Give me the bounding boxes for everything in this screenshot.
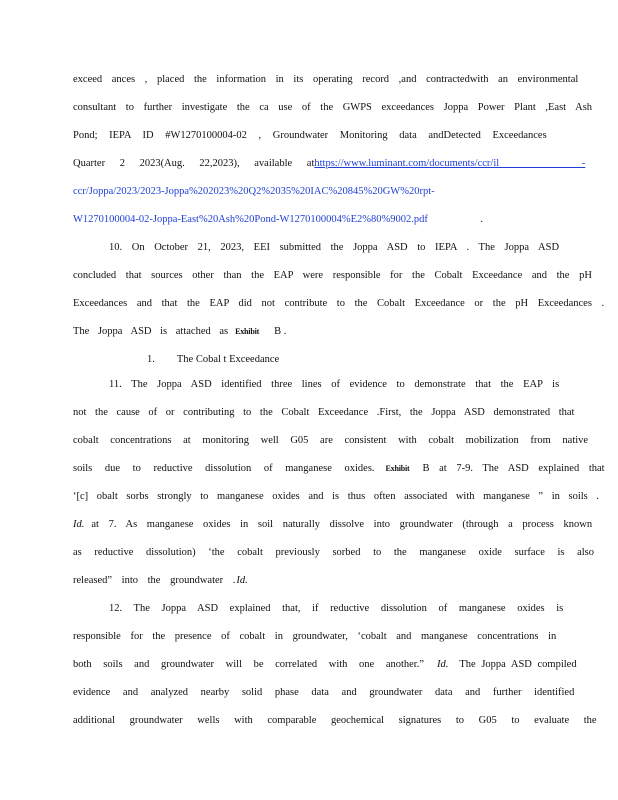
paragraph-text: cobalt concentrations at monitoring well G05 are consistent with cobalt mobilization from native [73, 435, 589, 446]
text-line [73, 518, 593, 532]
text-line [73, 129, 547, 143]
text-line [73, 297, 605, 311]
text-line [109, 241, 560, 255]
paragraph-text: 11. The Joppa ASD identified three lines of evidence to demonstrate that the EAP is [109, 379, 560, 390]
paragraph-text: 12. The Joppa ASD explained that, if reductive dissolution of manganese oxides is [109, 603, 564, 614]
text-line [73, 185, 541, 199]
paragraph-text: released” into the groundwater . [73, 575, 236, 586]
paragraph-text: both soils and groundwater will be correlated with one another.” [73, 659, 425, 670]
text-line [73, 714, 597, 728]
paragraph-text: B . [274, 326, 287, 337]
text-line [73, 574, 541, 588]
text-line [73, 157, 586, 171]
paragraph-text: concluded that sources other than the EAP were responsible for the Cobalt Exceedance and the pH [73, 270, 592, 281]
paragraph-text: evidence and analyzed nearby solid phase data and groundwater data and further identified [73, 687, 575, 698]
paragraph-text: exceed ances , placed the information in its operating record ,and contractedwith an environmental [73, 74, 579, 85]
exhibit-label: Exhibit [385, 464, 410, 473]
heading-title: The Cobal t Exceedance [176, 354, 280, 365]
citation-id: Id. [236, 575, 248, 586]
paragraph-text: soils due to reductive dissolution of manganese oxides. [73, 463, 375, 474]
text-line [73, 686, 575, 700]
text-line [73, 546, 595, 560]
paragraph-text: as reductive dissolution) ‘the cobalt previously sorbed to the manganese oxide surface is also [73, 547, 595, 558]
text-line [73, 630, 557, 644]
text-line [73, 490, 599, 504]
paragraph-text: 10. On October 21, 2023, EEI submitted the Joppa ASD to IEPA . The Joppa ASD [109, 242, 560, 253]
heading-number: 1. [147, 354, 155, 365]
paragraph-text: The Joppa ASD compiled [459, 659, 577, 670]
text-line [73, 101, 593, 115]
paragraph-text: Exceedances and that the EAP did not contribute to the Cobalt Exceedance or the pH Exceedances . [73, 298, 605, 309]
paragraph-text: responsible for the presence of cobalt in groundwater, ‘cobalt and manganese concentrations in [73, 631, 557, 642]
text-line: W1270100004-02-Joppa-East%20Ash%20Pond-W1270100004%E2%80%9002.pdf . [73, 214, 483, 225]
citation-id: Id. [73, 519, 85, 530]
text-line [73, 658, 577, 672]
exhibit-link-continued[interactable]: W1270100004-02-Joppa-East%20Ash%20Pond-W1270100004%E2%80%9002.pdf [73, 214, 428, 225]
paragraph-text: additional groundwater wells with comparable geochemical signatures to G05 to evaluate the [73, 715, 597, 726]
paragraph-text: Pond; IEPA ID #W1270100004-02 , Groundwater Monitoring data andDetected Exceedances [73, 130, 547, 141]
paragraph-text: The Joppa ASD is attached as [73, 326, 229, 337]
exhibit-label: Exhibit [235, 327, 260, 336]
paragraph-text: at 7. As manganese oxides in soil naturally dissolve into groundwater (through a process known [91, 519, 593, 530]
paragraph-text: ‘[c] obalt sorbs strongly to manganese oxides and is thus often associated with manganese ” in soils . [73, 491, 599, 502]
paragraph-text: B at 7-9. The ASD explained that [422, 463, 605, 474]
citation-id: Id. [437, 659, 449, 670]
exhibit-link[interactable]: https://www.luminant.com/documents/ccr/il - [314, 158, 586, 169]
text-line [73, 325, 541, 339]
text-line [109, 602, 564, 616]
text-line [73, 434, 589, 448]
text-line [73, 73, 579, 87]
paragraph-text: not the cause of or contributing to the Cobalt Exceedance .First, the Joppa ASD demonstrated that [73, 407, 575, 418]
section-heading [147, 353, 279, 367]
exhibit-link-continued[interactable]: ccr/Joppa/2023/2023-Joppa%202023%20Q2%2035%20IAC%20845%20GW%20rpt- [73, 186, 435, 197]
paragraph-text: consultant to further investigate the ca use of the GWPS exceedances Joppa Power Plant ,East Ash [73, 102, 593, 113]
text-line [73, 462, 605, 476]
text-line [109, 378, 560, 392]
text-line [73, 269, 592, 283]
text-line [73, 406, 575, 420]
paragraph-text: Quarter 2 2023(Aug. 22,2023), available at [73, 158, 315, 169]
